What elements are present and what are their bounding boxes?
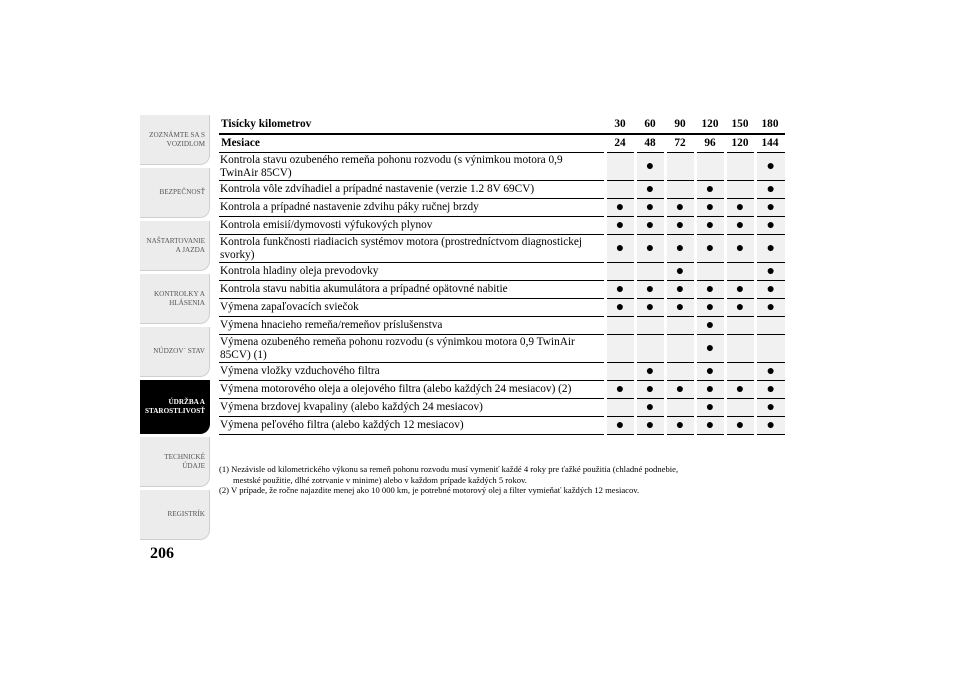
check-dot-icon: ●: [705, 299, 715, 315]
interval-cell: [635, 263, 665, 281]
check-dot-icon: ●: [766, 281, 775, 297]
row-label: Kontrola vôle zdvíhadiel a prípadné nastavenie (verzie 1.2 8V 69CV): [219, 181, 605, 199]
check-dot-icon: ●: [675, 299, 685, 315]
interval-cell: [605, 299, 635, 317]
check-dot-icon: ●: [615, 299, 625, 315]
check-dot-icon: ●: [766, 240, 775, 256]
sidebar-tab-1[interactable]: BEZPEČNOSŤ: [140, 168, 210, 218]
check-dot-icon: ●: [766, 417, 775, 433]
check-dot-icon: ●: [735, 281, 745, 297]
interval-cell: [755, 181, 785, 199]
check-dot-icon: ●: [645, 281, 655, 297]
interval-cell: [605, 263, 635, 281]
interval-cell: [755, 317, 785, 335]
interval-cell: [725, 181, 755, 199]
header-months-2: 72: [665, 134, 695, 153]
interval-cell: [695, 181, 725, 199]
check-dot-icon: ●: [705, 199, 715, 215]
interval-cell: [695, 263, 725, 281]
chapter-sidebar: [140, 115, 210, 543]
check-dot-icon: ●: [705, 381, 715, 397]
interval-cell: [635, 153, 665, 181]
interval-cell: [665, 199, 695, 217]
interval-cell: [665, 217, 695, 235]
row-label: Výmena vložky vzduchového filtra: [219, 363, 605, 381]
sidebar-tab-2[interactable]: NAŠTARTOVANIE A JAZDA: [140, 221, 210, 271]
interval-cell: [635, 417, 665, 435]
interval-cell: [635, 281, 665, 299]
check-dot-icon: ●: [735, 417, 745, 433]
check-dot-icon: ●: [675, 381, 685, 397]
interval-cell: [695, 363, 725, 381]
header-km-4: 150: [725, 116, 755, 134]
header-months-4: 120: [725, 134, 755, 153]
check-dot-icon: ●: [705, 399, 715, 415]
interval-cell: [605, 399, 635, 417]
check-dot-icon: ●: [735, 381, 745, 397]
header-km-1: 60: [635, 116, 665, 134]
interval-cell: [635, 335, 665, 363]
interval-cell: [665, 335, 695, 363]
header-months-3: 96: [695, 134, 725, 153]
interval-cell: [725, 217, 755, 235]
interval-cell: [605, 417, 635, 435]
interval-cell: [635, 199, 665, 217]
interval-cell: [755, 363, 785, 381]
interval-cell: [725, 235, 755, 263]
check-dot-icon: ●: [766, 299, 775, 315]
interval-cell: [695, 153, 725, 181]
table-row: [219, 317, 785, 335]
page-number: 206: [150, 545, 174, 562]
check-dot-icon: ●: [615, 281, 625, 297]
interval-cell: [605, 181, 635, 199]
interval-cell: [725, 417, 755, 435]
interval-cell: [725, 335, 755, 363]
interval-cell: [755, 263, 785, 281]
check-dot-icon: ●: [645, 158, 655, 174]
interval-cell: [635, 363, 665, 381]
check-dot-icon: ●: [705, 217, 715, 233]
row-label: Výmena ozubeného remeňa pohonu rozvodu (s výnimkou motora 0,9 TwinAir 85CV) (1): [219, 335, 605, 363]
table-row: [219, 199, 785, 217]
row-label: Výmena zapaľovacích sviečok: [219, 299, 605, 317]
check-dot-icon: ●: [705, 363, 715, 379]
header-km-0: 30: [605, 116, 635, 134]
interval-cell: [695, 281, 725, 299]
interval-cell: [635, 299, 665, 317]
header-months-1: 48: [635, 134, 665, 153]
interval-cell: [725, 363, 755, 381]
interval-cell: [725, 153, 755, 181]
header-months-0: 24: [605, 134, 635, 153]
table-row: [219, 299, 785, 317]
check-dot-icon: ●: [675, 240, 685, 256]
interval-cell: [755, 399, 785, 417]
check-dot-icon: ●: [645, 399, 655, 415]
table-row: [219, 263, 785, 281]
interval-cell: [695, 417, 725, 435]
check-dot-icon: ●: [645, 217, 655, 233]
row-label: Kontrola stavu nabitia akumulátora a prípadné opätovné nabitie: [219, 281, 605, 299]
check-dot-icon: ●: [675, 417, 685, 433]
row-label: Výmena brzdovej kvapaliny (alebo každých 24 mesiacov): [219, 399, 605, 417]
interval-cell: [725, 263, 755, 281]
interval-cell: [665, 299, 695, 317]
check-dot-icon: ●: [766, 263, 775, 279]
maintenance-schedule-table: [219, 116, 785, 435]
check-dot-icon: ●: [645, 363, 655, 379]
check-dot-icon: ●: [735, 299, 745, 315]
row-label: Výmena motorového oleja a olejového filtra (alebo každých 24 mesiacov) (2): [219, 381, 605, 399]
interval-cell: [605, 381, 635, 399]
check-dot-icon: ●: [645, 240, 655, 256]
interval-cell: [605, 153, 635, 181]
interval-cell: [635, 381, 665, 399]
row-label: Kontrola stavu ozubeného remeňa pohonu rozvodu (s výnimkou motora 0,9 TwinAir 85CV): [219, 153, 605, 181]
check-dot-icon: ●: [705, 317, 715, 333]
interval-cell: [755, 235, 785, 263]
interval-cell: [725, 281, 755, 299]
interval-cell: [665, 281, 695, 299]
check-dot-icon: ●: [645, 381, 655, 397]
interval-cell: [665, 381, 695, 399]
header-km-2: 90: [665, 116, 695, 134]
interval-cell: [605, 335, 635, 363]
schedule-rows: [219, 153, 785, 435]
interval-cell: [665, 263, 695, 281]
check-dot-icon: ●: [705, 181, 715, 197]
interval-cell: [725, 199, 755, 217]
interval-cell: [635, 235, 665, 263]
interval-cell: [605, 199, 635, 217]
check-dot-icon: ●: [645, 181, 655, 197]
header-row-km: [219, 116, 785, 134]
check-dot-icon: ●: [735, 217, 745, 233]
interval-cell: [725, 381, 755, 399]
interval-cell: [725, 299, 755, 317]
check-dot-icon: ●: [766, 158, 775, 174]
footnote-1-line-2: mestské použitie, dlhé zotrvanie v minime) alebo v každom prípade každých 5 rokov.: [233, 474, 527, 485]
row-label: Kontrola emisií/dymovosti výfukových plynov: [219, 217, 605, 235]
sidebar-tab-6[interactable]: TECHNICKÉ ÚDAJE: [140, 437, 210, 487]
table-row: [219, 217, 785, 235]
interval-cell: [605, 363, 635, 381]
interval-cell: [605, 317, 635, 335]
check-dot-icon: ●: [705, 340, 715, 356]
check-dot-icon: ●: [766, 199, 775, 215]
sidebar-tab-4[interactable]: NÚDZOV´ STAV: [140, 327, 210, 377]
row-label: Kontrola funkčnosti riadiacich systémov motora (prostredníctvom diagnostickej svorky): [219, 235, 605, 263]
interval-cell: [725, 317, 755, 335]
interval-cell: [665, 317, 695, 335]
row-label: Výmena peľového filtra (alebo každých 12 mesiacov): [219, 417, 605, 435]
interval-cell: [695, 317, 725, 335]
interval-cell: [755, 417, 785, 435]
footnote-1-line-1: (1) Nezávisle od kilometrického výkonu sa remeň pohonu rozvodu musí vymeniť každé 4 roky pre ťažké použitia (chladné podnebie,: [219, 464, 679, 474]
header-row-months: [219, 134, 785, 153]
check-dot-icon: ●: [645, 417, 655, 433]
check-dot-icon: ●: [615, 417, 625, 433]
interval-cell: [605, 281, 635, 299]
check-dot-icon: ●: [645, 199, 655, 215]
check-dot-icon: ●: [705, 240, 715, 256]
interval-cell: [695, 235, 725, 263]
interval-cell: [635, 399, 665, 417]
interval-cell: [635, 317, 665, 335]
table-row: [219, 153, 785, 181]
check-dot-icon: ●: [766, 181, 775, 197]
table-row: [219, 363, 785, 381]
header-months-label: Mesiace: [219, 134, 605, 153]
interval-cell: [665, 235, 695, 263]
check-dot-icon: ●: [766, 381, 775, 397]
row-label: Kontrola hladiny oleja prevodovky: [219, 263, 605, 281]
row-label: Výmena hnacieho remeňa/remeňov príslušenstva: [219, 317, 605, 335]
footnote-2: (2) V prípade, že ročne najazdite menej ako 10 000 km, je potrebné motorový olej a filter vymieňať každých 12 mesiacov.: [219, 485, 640, 495]
check-dot-icon: ●: [705, 281, 715, 297]
interval-cell: [665, 399, 695, 417]
interval-cell: [635, 217, 665, 235]
table-row: [219, 235, 785, 263]
check-dot-icon: ●: [705, 417, 715, 433]
interval-cell: [755, 281, 785, 299]
check-dot-icon: ●: [615, 381, 625, 397]
table-row: [219, 399, 785, 417]
sidebar-tab-7[interactable]: REGISTRÍK: [140, 490, 210, 540]
check-dot-icon: ●: [615, 217, 625, 233]
table-row: [219, 381, 785, 399]
interval-cell: [635, 181, 665, 199]
sidebar-tab-3[interactable]: KONTROLKY A HLÁSENIA: [140, 274, 210, 324]
interval-cell: [755, 153, 785, 181]
interval-cell: [605, 235, 635, 263]
header-km-3: 120: [695, 116, 725, 134]
check-dot-icon: ●: [675, 199, 685, 215]
interval-cell: [665, 417, 695, 435]
check-dot-icon: ●: [735, 199, 745, 215]
check-dot-icon: ●: [675, 263, 685, 279]
interval-cell: [755, 199, 785, 217]
row-label: Kontrola a prípadné nastavenie zdvihu páky ručnej brzdy: [219, 199, 605, 217]
interval-cell: [755, 217, 785, 235]
interval-cell: [695, 199, 725, 217]
interval-cell: [665, 153, 695, 181]
table-row: [219, 335, 785, 363]
interval-cell: [695, 217, 725, 235]
interval-cell: [755, 335, 785, 363]
sidebar-tab-0[interactable]: ZOZNÁMTE SA S VOZIDLOM: [140, 115, 210, 165]
check-dot-icon: ●: [615, 240, 625, 256]
interval-cell: [695, 381, 725, 399]
interval-cell: [695, 335, 725, 363]
interval-cell: [695, 299, 725, 317]
footnotes: [219, 464, 785, 496]
sidebar-tab-5[interactable]: ÚDRŽBA A STAROSTLIVOSŤ: [140, 380, 210, 434]
interval-cell: [665, 363, 695, 381]
check-dot-icon: ●: [735, 240, 745, 256]
interval-cell: [605, 217, 635, 235]
table-row: [219, 281, 785, 299]
check-dot-icon: ●: [766, 217, 775, 233]
check-dot-icon: ●: [615, 199, 625, 215]
interval-cell: [695, 399, 725, 417]
check-dot-icon: ●: [766, 399, 775, 415]
interval-cell: [665, 181, 695, 199]
header-km-5: 180: [755, 116, 785, 134]
table-row: [219, 417, 785, 435]
check-dot-icon: ●: [675, 217, 685, 233]
check-dot-icon: ●: [766, 363, 775, 379]
interval-cell: [755, 381, 785, 399]
check-dot-icon: ●: [645, 299, 655, 315]
header-km-label: Tisícky kilometrov: [219, 116, 605, 134]
table-row: [219, 181, 785, 199]
header-months-5: 144: [755, 134, 785, 153]
interval-cell: [755, 299, 785, 317]
check-dot-icon: ●: [675, 281, 685, 297]
interval-cell: [725, 399, 755, 417]
